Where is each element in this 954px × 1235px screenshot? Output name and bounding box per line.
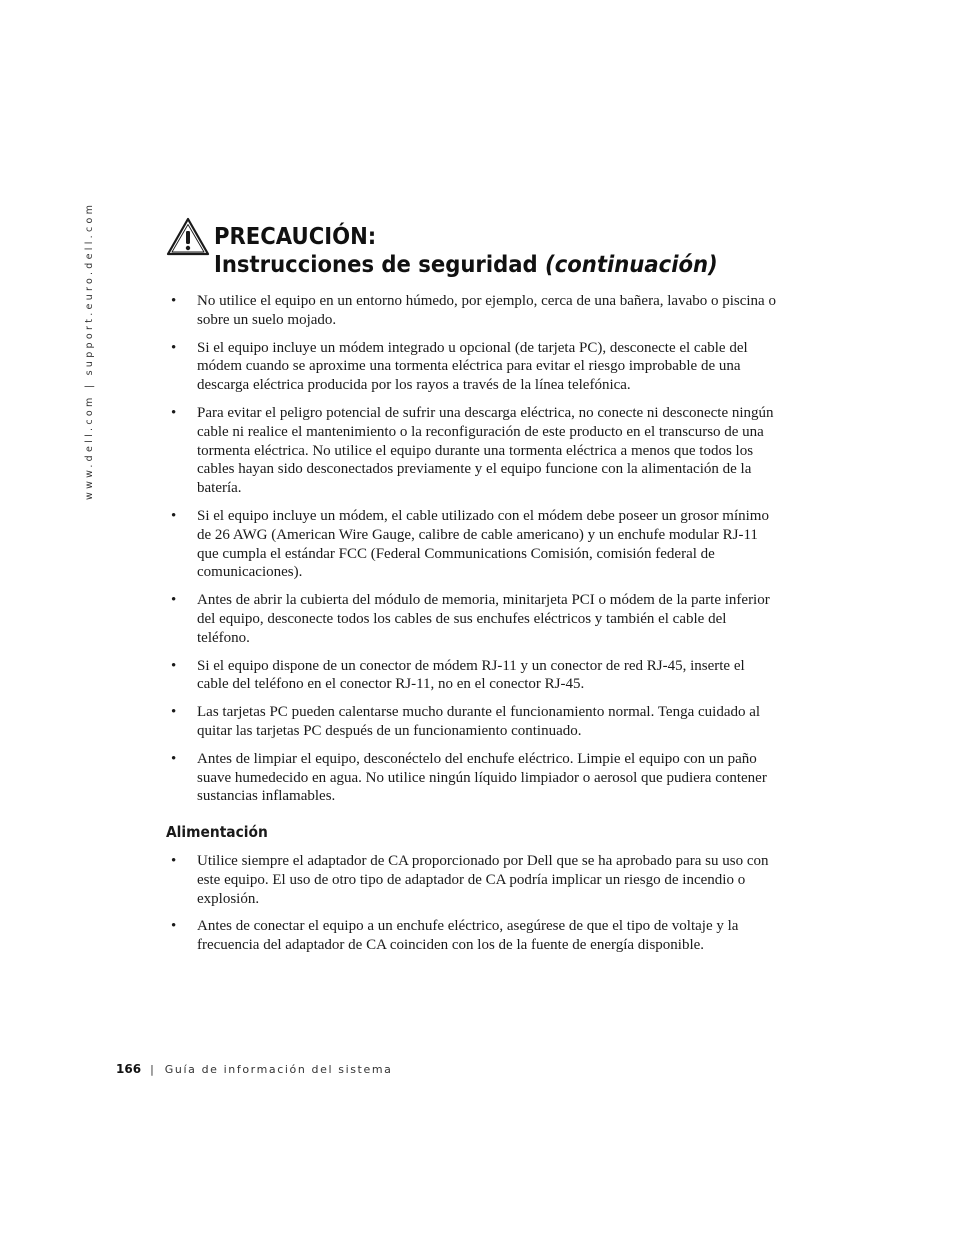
page-title: PRECAUCIÓN: (214, 224, 377, 250)
list-item (166, 750, 778, 806)
list-item-text: Utilice siempre el adaptador de CA proporcionado por Dell que se ha aprobado para su uso con este equipo. El uso de otro tipo de adaptador de CA podría implicar un riesgo de incendio o explosión. (197, 852, 769, 907)
list-item (166, 292, 778, 330)
list-item-text: Antes de abrir la cubierta del módulo de memoria, minitarjeta PCI o módem de la parte inferior del equipo, desconecte todos los cables de sus enchufes eléctricos y también el cable del teléfono. (197, 592, 770, 646)
safety-bullet-list (166, 292, 778, 806)
list-item (166, 657, 778, 695)
bullet-marker: • (171, 592, 177, 609)
page-subtitle (214, 252, 718, 278)
bullet-marker: • (171, 293, 177, 309)
warning-triangle-icon (166, 217, 210, 257)
list-item-text: No utilice el equipo en un entorno húmedo, por ejemplo, cerca de una bañera, lavabo o piscina o sobre un suelo mojado. (197, 293, 776, 328)
list-item-text: Si el equipo incluye un módem, el cable utilizado con el módem debe poseer un grosor mínimo de 26 AWG (American Wire Gauge, calibre de cable americano) y un enchufe modular RJ-11 que cumpla el estándar FCC (Federal Communications Comisión, comisión federal de comunicaciones). (197, 507, 769, 581)
guide-title: Guía de información del sistema (164, 1063, 393, 1076)
list-item-text: Antes de conectar el equipo a un enchufe eléctrico, asegúrese de que el tipo de voltaje y la frecuencia del adaptador de CA coinciden con los de la fuente de energía disponible. (197, 918, 739, 954)
list-item (166, 591, 778, 647)
list-item (166, 703, 778, 741)
bullet-marker: • (171, 704, 177, 721)
list-item (166, 852, 778, 908)
list-item (166, 339, 778, 395)
list-item-text: Para evitar el peligro potencial de sufrir una descarga eléctrica, no conecte ni desconecte ningún cable ni realice el mantenimiento o la reconfiguración de este producto en el transcurso de una tormenta eléctrica. No utilice el equipo durante una tormenta eléctrica a menos que todos los cables hayan sido desconectados previamente y el equipo funcione con la alimentación de la batería. (197, 404, 774, 497)
list-item-text: Las tarjetas PC pueden calentarse mucho durante el funcionamiento normal. Tenga cuidado al quitar las tarjetas PC después de un funcionamiento continuado. (197, 704, 761, 739)
bullet-marker: • (171, 657, 177, 674)
list-item (166, 507, 778, 582)
bullet-marker: • (171, 750, 177, 767)
page-content (166, 292, 778, 964)
page-footer (116, 1062, 393, 1076)
list-item-text: Si el equipo incluye un módem integrado u opcional (de tarjeta PC), desconecte el cable del módem cuando se aproxime una tormenta eléctrica para evitar el riesgo improbable de una descarga eléctrica producida por los rayos a través de la línea telefónica. (197, 339, 748, 394)
subtitle-continuation: (continuación) (545, 252, 718, 278)
bullet-marker: • (171, 339, 177, 356)
section-heading-alimentacion: Alimentación (166, 823, 268, 842)
bullet-marker: • (171, 918, 177, 935)
list-item (166, 404, 778, 498)
bullet-marker: • (171, 852, 177, 869)
power-bullet-list (166, 852, 778, 955)
subtitle-main: Instrucciones de seguridad (214, 252, 538, 278)
list-item-text: Antes de limpiar el equipo, desconéctelo del enchufe eléctrico. Limpie el equipo con un paño suave humedecido en agua. No utilice ningún líquido limpiador o aerosol que pudiera contener sustancias inflamables. (197, 750, 767, 805)
side-url-text: www.dell.com | support.euro.dell.com (84, 201, 95, 500)
footer-separator: | (150, 1063, 154, 1076)
list-item-text: Si el equipo dispone de un conector de módem RJ-11 y un conector de red RJ-45, inserte el cable del teléfono en el conector RJ-11, no en el conector RJ-45. (197, 657, 745, 693)
bullet-marker: • (171, 404, 177, 421)
list-item (166, 917, 778, 955)
page-number: 166 (116, 1062, 142, 1076)
bullet-marker: • (171, 507, 177, 524)
